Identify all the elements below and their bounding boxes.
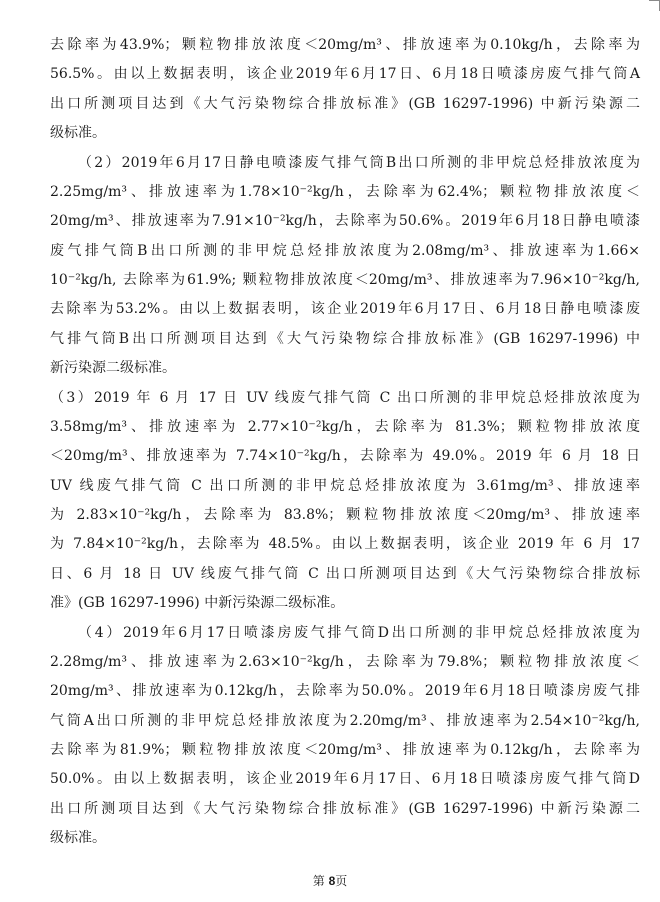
text-line: 20mg/m³、排放速率为0.12kg/h，去除率为50.0%。2019年6月18日喷漆房废气排 xyxy=(50,683,640,700)
page-number-value: 8 xyxy=(328,874,336,888)
text-line: 级标准。 xyxy=(50,829,106,846)
text-line: 10⁻²kg/h, 去除率为61.9%; 颗粒物排放浓度＜20mg/m³、排放速率为7.96×10⁻²kg/h, xyxy=(50,271,640,288)
page-number-prefix: 第 xyxy=(312,874,329,888)
paragraph-4 xyxy=(50,619,640,853)
page-corner-mark xyxy=(649,0,660,11)
text-line: 3.58mg/m³、排放速率为 2.77×10⁻²kg/h，去除率为 81.3%；颗粒物排放浓度 xyxy=(50,419,640,436)
text-line: 20mg/m³、排放速率为7.91×10⁻²kg/h，去除率为50.6%。2019年6月18日静电喷漆 xyxy=(50,213,640,230)
paragraph-2 xyxy=(50,149,640,383)
text-line: 为 7.84×10⁻²kg/h，去除率为 48.5%。由以上数据表明，该企业 2019 年 6 月 17 xyxy=(50,536,640,553)
text-line: 去除率为43.9%；颗粒物排放浓度＜20mg/m³、排放速率为0.10kg/h，去除率为 xyxy=(50,37,640,53)
text-line: 废气排气筒B出口所测的非甲烷总烃排放浓度为2.08mg/m³、排放速率为1.66× xyxy=(50,242,640,259)
text-line: 50.0%。由以上数据表明，该企业2019年6月17日、6月18日喷漆房废气排气筒D xyxy=(50,771,640,788)
text-line: 2.25mg/m³、排放速率为1.78×10⁻²kg/h，去除率为62.4%；颗粒物排放浓度＜ xyxy=(50,184,640,201)
text-line: 准》(GB 16297-1996) 中新污染源二级标准。 xyxy=(50,594,345,611)
paragraph-3 xyxy=(50,384,640,618)
text-line: 新污染源二级标准。 xyxy=(50,359,176,376)
text-line: 2.28mg/m³、排放速率为2.63×10⁻²kg/h，去除率为79.8%；颗粒物排放浓度＜ xyxy=(50,654,640,671)
text-line: 去除率为81.9%；颗粒物排放浓度＜20mg/m³、排放速率为0.12kg/h，去除率为 xyxy=(50,741,640,758)
page-number xyxy=(0,872,660,889)
document-body xyxy=(50,31,640,853)
text-line: 气排气筒B出口所测项目达到《大气污染物综合排放标准》(GB 16297-1996) 中 xyxy=(50,330,640,347)
text-line: （2）2019年6月17日静电喷漆废气排气筒B出口所测的非甲烷总烃排放浓度为 xyxy=(78,154,640,171)
text-line: ＜20mg/m³、排放速率为 7.74×10⁻²kg/h，去除率为 49.0%。2019 年 6 月 18 日 xyxy=(50,448,640,465)
text-line: 出口所测项目达到《大气污染物综合排放标准》(GB 16297-1996) 中新污染源二 xyxy=(50,95,640,112)
text-line: （4）2019年6月17日喷漆房废气排气筒D出口所测的非甲烷总烃排放浓度为 xyxy=(78,624,640,641)
paragraph-1 xyxy=(50,31,640,148)
page-number-suffix: 页 xyxy=(335,874,348,888)
text-line: 去除率为53.2%。由以上数据表明，该企业2019年6月17日、6月18日静电喷漆废 xyxy=(50,301,640,318)
text-line: （3）2019 年 6 月 17 日 UV 线废气排气筒 C 出口所测的非甲烷总烃排放浓度为 xyxy=(50,389,640,406)
text-line: 56.5%。由以上数据表明，该企业2019年6月17日、6月18日喷漆房废气排气筒A xyxy=(50,66,640,83)
text-line: 级标准。 xyxy=(50,124,106,141)
text-line: UV 线废气排气筒 C 出口所测的非甲烷总烃排放浓度为 3.61mg/m³、排放速率 xyxy=(50,477,640,494)
text-line: 日、6 月 18 日 UV 线废气排气筒 C 出口所测项目达到《大气污染物综合排放标 xyxy=(50,565,640,582)
text-line: 出口所测项目达到《大气污染物综合排放标准》(GB 16297-1996) 中新污染源二 xyxy=(50,800,640,817)
text-line: 为 2.83×10⁻²kg/h，去除率为 83.8%；颗粒物排放浓度＜20mg/m³、排放速率 xyxy=(50,506,640,523)
text-line: 气筒A出口所测的非甲烷总烃排放浓度为2.20mg/m³、排放速率为2.54×10⁻²kg/h, xyxy=(50,712,640,729)
